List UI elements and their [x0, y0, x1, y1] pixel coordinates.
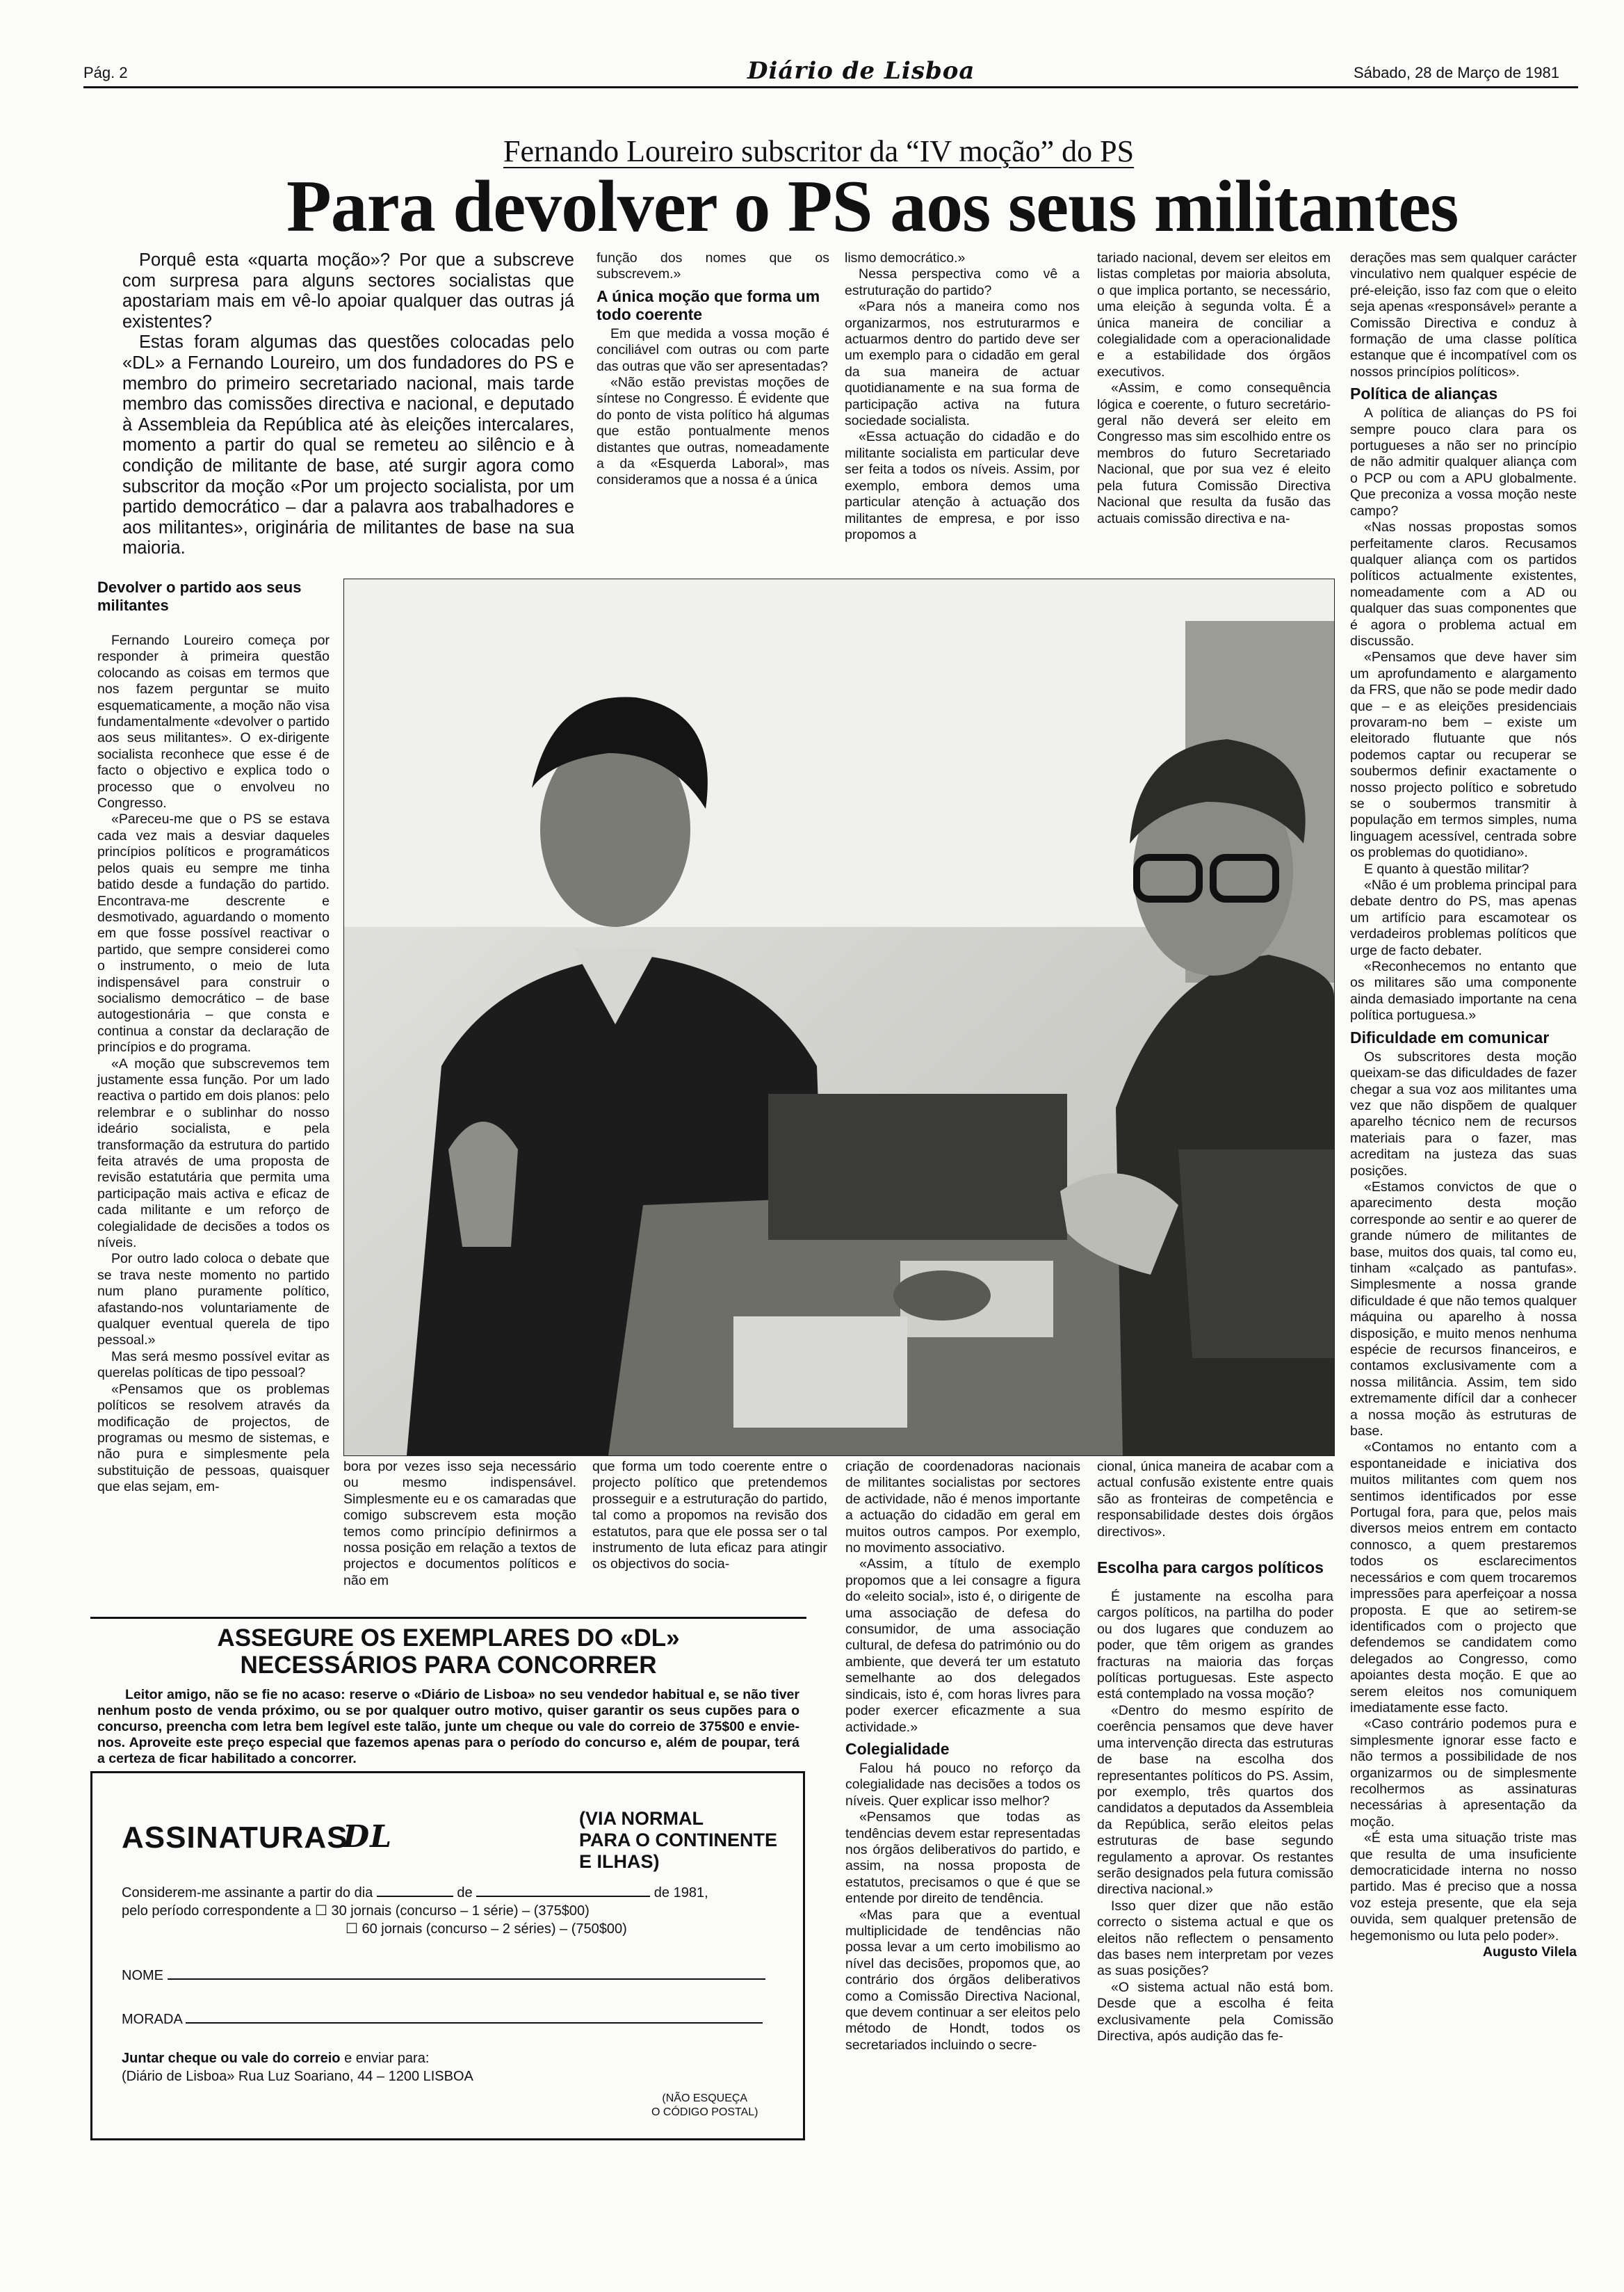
footer-instruction-rest: e enviar para:: [340, 2051, 430, 2066]
issue-date: Sábado, 28 de Março de 1981: [1354, 64, 1560, 81]
header-rule: [83, 86, 1578, 88]
coupon-note-line: PARA O CONTINENTE: [579, 1830, 778, 1850]
column-paragraph: «Assim, e como consequência lógica e coerente, o futuro secretário-geral não deverá ser eleito em Congresso mas sim escolhido entre os membros do futuro Secretariado Nacional, que por sua vez é eleito pela futura Comissão Directiva Nacional que resulta da fusão das actuais comissão directiva e na-: [1097, 380, 1331, 526]
column-paragraph: «Não é um problema principal para debate dentro do PS, mas apenas um artifício para escamotear os verdadeiros problemas políticos que urge de facto debater.: [1350, 878, 1577, 958]
column-paragraph: É justamente na escolha para cargos políticos, na partilha do poder ou dos lugares que conduzem ao poder, que têm origem as grandes fracturas na maioria das forças políticas portuguesas. Este aspecto está contemplado na vossa moção?: [1097, 1589, 1333, 1702]
postal-note-line: (NÃO ESQUEÇA: [662, 2092, 748, 2104]
postal-note: [651, 2092, 758, 2120]
postal-note-line: O CÓDIGO POSTAL): [651, 2106, 758, 2118]
column-paragraph: «O sistema actual não está bom. Desde que a escolha é feita exclusivamente pela Comissão Directiva, após audição das fe-: [1097, 1979, 1333, 2044]
photo-illustration: [344, 579, 1334, 1455]
column-right: [1350, 250, 1577, 1960]
coupon-note-line: E ILHAS): [579, 1851, 660, 1872]
name-line: [122, 1966, 789, 1985]
column-paragraph: Nessa perspectiva como vê a estruturação do partido?: [845, 266, 1080, 298]
column-paragraph: «Pensamos que deve haver sim um aprofundamento e alargamento da FRS, que não se pode medir dado que – e as eleições presidenciais provaram-no bem – existe um eleitorado flutuante que nós podemos captar ou recuperar se soubermos definir exactamente o nosso projecto político e sobretudo se o soubermos transmitir à população em termos simples, numa linguagem acessível, centrada sobre os problemas do quotidiano».: [1350, 649, 1577, 861]
promo-body: Leitor amigo, não se fie no acaso: reserve o «Diário de Lisboa» no seu vendedor habitual e, se não tiver nenhum posto de venda próximo, ou se por qualquer outro motivo, quiser garantir os seus cupões para o concurso, preencha com letra bem legível este talão, junte um cheque ou vale do correio de 375$00 e envie-nos. Aproveite este preço especial que fazemos apenas para o período do concurso e, além de poupar, terá a certeza de ficar habilitado a concorrer.: [97, 1687, 799, 1766]
promo-rule: [90, 1617, 806, 1619]
month-label: de: [457, 1885, 473, 1900]
column-paragraph: «Assim, a título de exemplo propomos que a lei consagre a figura do «eleito social», isto é, o dirigente de uma associação de defesa do consumidor, de uma associação cultural, de defesa do património ou do ambiente, que deverá ter um estatuto semelhante ao dos delegados sindicais, isto é, com horas livres para poder exercer eficazmente a sua actividade.»: [845, 1556, 1080, 1735]
column-paragraph: «Nas nossas propostas somos perfeitamente claros. Recusamos qualquer aliança com os partidos políticos actualmente existentes, nomeadamente com a AD ou qualquer das suas componentes que é agora o problema actual em discussão.: [1350, 519, 1577, 649]
column-under-1: [343, 1459, 576, 1589]
coupon-footer: [122, 2049, 789, 2067]
column-paragraph: «Pensamos que todas as tendências devem estar representadas nos órgãos deliberativos do partido, e assim, na nossa proposta de estatutos, precisamos o que é que se entende por direito de tendência.: [845, 1809, 1080, 1907]
address-line: [122, 2010, 789, 2028]
column-paragraph: tariado nacional, devem ser eleitos em listas completas por maioria absoluta, o que implica portanto, se necessário, uma eleição à segunda volta. É a única maneira de conciliar a colegialidade com a operacionalidade e a estabilidade dos órgãos executivos.: [1097, 250, 1331, 380]
promo-title: ASSEGURE OS EXEMPLARES DO «DL»: [217, 1624, 680, 1652]
footer-instruction: Juntar cheque ou vale do correio: [122, 2051, 341, 2066]
column-paragraph: «Dentro do mesmo espírito de coerência pensamos que deve haver uma intervenção directa das estruturas de base na escolha dos representantes políticos do PS. Assim, por exemplo, três quartos dos candidatos a deputados da Assembleia da República, serão eleitos pelas estruturas de base segundo regulamento a aprovar. Os restantes serão designados pela futura comissão directiva nacional.»: [1097, 1702, 1333, 1898]
subheading: A única moção que forma um todo coerente: [596, 286, 820, 323]
column-paragraph: A política de alianças do PS foi sempre pouco clara para os portugueses a não ser no princípio de não admitir qualquer aliança com o PCP ou com a APU globalmente. Que preconiza a vossa moção neste campo?: [1350, 405, 1577, 519]
column-paragraph: Falou há pouco no reforço da colegialidade nas decisões a todos os níveis. Quer explicar isso melhor?: [845, 1760, 1080, 1809]
article-kicker: Fernando Loureiro subscritor da “IV moção” do PS: [503, 134, 1135, 168]
column-paragraph: «É esta uma situação triste mas que resulta de uma insuficiente democraticidade interna no nosso partido. Mas é preciso que a nossa voz esteja presente, que ela seja ouvida, sem qualquer pretensão de hegemonismo ou luta pelo poder».: [1350, 1830, 1577, 1944]
name-label: NOME: [122, 1968, 163, 1983]
address-field[interactable]: [186, 2010, 763, 2024]
column-d-top: [1097, 250, 1331, 527]
day-field[interactable]: [377, 1883, 453, 1897]
subheading: Dificuldade em comunicar: [1350, 1028, 1550, 1047]
column-under-4: [1097, 1459, 1333, 2044]
article-headline: Para devolver o PS aos seus militantes: [286, 166, 1459, 247]
promo-title: NECESSÁRIOS PARA CONCORRER: [240, 1652, 657, 1679]
column-paragraph: que forma um todo coerente entre o projecto político que pretendemos prosseguir e a estruturação do partido, tal como a propomos na revisão dos estatutos, para que ele possa ser o tal instrumento de luta eficaz para atingir os objectivos do socia-: [592, 1459, 827, 1572]
column-paragraph: bora por vezes isso seja necessário ou mesmo indispensável. Simplesmente eu e os camaradas que comigo subscrevem esta moção temos como princípio definirmos a nossa posição em relação a textos de projectos e documentos políticos e não em: [343, 1459, 576, 1588]
subheading: Política de alianças: [1350, 385, 1498, 403]
column-paragraph: Mas será mesmo possível evitar as querelas políticas de tipo pessoal?: [97, 1348, 330, 1381]
subheading: Devolver o partido aos seus militantes: [97, 579, 302, 614]
subheading: Escolha para cargos políticos: [1097, 1558, 1324, 1577]
column-paragraph: Isso quer dizer que não estão correcto o sistema actual e que os eleitos não reflectem o pensamento das bases nem interpretam por vezes as suas posições?: [1097, 1898, 1333, 1979]
lead-text: [122, 250, 574, 559]
option-30-line[interactable]: pelo período correspondente a ☐ 30 jornais (concurso – 1 série) – (375$00): [122, 1903, 590, 1919]
column-paragraph: «A moção que subscrevemos tem justamente essa função. Por um lado reactiva o partido em dois planos: pelo relembrar e o sublinhar do nosso ideário socialista, e pela transformação da estrutura do partido feita através de uma proposta de revisão estatutária que permita uma participação mais activa e eficaz de cada militante e um reforço de colegialidade de decisões a todos os níveis.: [97, 1056, 330, 1251]
coupon-title: ASSINATURAS: [122, 1821, 348, 1855]
column-under-2: [592, 1459, 827, 1573]
column-paragraph: Os subscritores desta moção queixam-se das dificuldades de fazer chegar a sua voz aos militantes uma vez que não dispõem de qualquer aparelho técnico nem de recursos materiais para o fazer, mas acreditam na justeza das suas posições.: [1350, 1049, 1577, 1179]
column-paragraph: derações mas sem qualquer carácter vinculativo nem qualquer espécie de pré-eleição, isso faz com que o eleito seja apenas «responsável» perante a Comissão Directiva e conduz à formação de uma classe política estanque que é incompatível com os nossos princípios políticos».: [1350, 250, 1577, 380]
month-field[interactable]: [476, 1883, 650, 1897]
column-paragraph: «Contamos no entanto com a espontaneidade e iniciativa dos muitos militantes com quem nos sentimos identificados por esse Portugal fora, para que, pelos mais diversos meios entrem em contacto connosco, a quem prestaremos todos os esclarecimentos necessários e com quem trocaremos impressões para aperfeiçoar a nossa proposta. E que ao setirem-se identificados com o projecto que defendemos se candidatem como delegados ao Congresso, como apoiantes desta moção. E que ao serem eleitos nos comuniquem imediatamente esse facto.: [1350, 1439, 1577, 1716]
byline: Augusto Vilela: [1482, 1944, 1577, 1960]
footer-address: (Diário de Lisboa» Rua Luz Soariano, 44 – 1200 LISBOA: [122, 2069, 473, 2084]
column-paragraph: lismo democrático.»: [845, 250, 966, 266]
column-b-top: [596, 250, 829, 489]
column-c-top: [845, 250, 1080, 543]
column-paragraph: «Para nós a maneira como nos organizarmos, nos estruturarmos e actuarmos dentro do partido deve ser um exemplo para o cidadão em geral da sua maneira de actuar quotidianamente e na sua forma de participação activa na futura sociedade socialista.: [845, 299, 1080, 429]
interview-photo: [343, 579, 1335, 1456]
column-paragraph: «Caso contrário podemos pura e simplesmente ignorar esse facto e não termos a possibilidade de nos organizarmos ou de simplesmente recolhermos as assinaturas necessárias à apresentação da moção.: [1350, 1716, 1577, 1830]
column-paragraph: criação de coordenadoras nacionais de militantes socialistas por sectores de actividade, não é menos importante a actuação do cidadão em geral em muitos outros campos. Por exemplo, no movimento associativo.: [845, 1459, 1080, 1556]
column-paragraph: «Pensamos que os problemas políticos se resolvem através da modificação de projectos, de programas ou mesmo de sistemas, e não pura e simplesmente pela substituição de pessoas, quaisquer que elas sejam, em-: [97, 1381, 330, 1495]
page-number: Pág. 2: [83, 64, 128, 81]
column-left: [97, 574, 330, 1496]
name-field[interactable]: [168, 1966, 765, 1980]
column-paragraph: cional, única maneira de acabar com a actual confusão existente entre quais são as fronteiras de competência e responsabilidade destes dois órgãos directivos».: [1097, 1459, 1333, 1540]
coupon-note: [579, 1808, 777, 1873]
column-paragraph: função dos nomes que os subscrevem.»: [596, 250, 829, 282]
start-date-label: Considerem-me assinante a partir do dia: [122, 1885, 373, 1900]
option-60-line[interactable]: ☐ 60 jornais (concurso – 2 séries) – (750$00): [346, 1921, 627, 1937]
lead-paragraph: Porquê esta «quarta moção»? Por que a subscreve com surpresa para alguns sectores socialistas que apostariam mais em vê-lo apoiar qualquer das outras já existentes?: [122, 250, 574, 332]
column-paragraph: «Pareceu-me que o PS se estava cada vez mais a desviar daqueles princípios políticos e programáticos pelos quais eu sempre me tinha batido desde a fundação do partido. Encontrava-me descrente e desmotivado, aguardando o momento em que fosse possível reactivar o partido, que sempre considerei como o instrumento, o meio de luta indispensável para construir o socialismo democrático – de base autogestionária – que consta e continua a constar da declaração de princípios e do programa.: [97, 812, 330, 1056]
column-paragraph: Por outro lado coloca o debate que se trava neste momento no partido num plano puramente político, afastando-nos voluntariamente de qualquer eventual querela de tipo pessoal.»: [97, 1251, 330, 1348]
column-paragraph: E quanto à questão militar?: [1364, 861, 1529, 877]
year-label: de 1981,: [653, 1885, 708, 1900]
lead-paragraph: Estas foram algumas das questões colocadas pelo «DL» a Fernando Loureiro, um dos fundadores do PS e membro do primeiro secretariado nacional, mais tarde membro das comissões directiva e nacional, e deputado à Assembleia da República até às eleições intercalares, momento a partir do qual se remeteu ao silêncio e à condição de militante de base, até surgir agora como subscritor da moção «Por um projecto socialista, por um partido democrático – dar a palavra aos trabalhadores e aos militantes», originária de militantes de base na sua maioria.: [122, 332, 574, 558]
subheading: Colegialidade: [845, 1739, 950, 1758]
column-paragraph: «Mas para que a eventual multiplicidade de tendências não possa levar a um certo imobilismo ao nível das decisões, propomos que, ao contrário dos órgãos deliberativos como a Comissão Directiva Nacional, que devem continuar a ser eleitos pelo método de Hondt, todos os secretariados incluindo o secre-: [845, 1907, 1080, 2053]
coupon-form: [122, 1883, 789, 2085]
column-paragraph: «Estamos convictos de que o aparecimento desta moção corresponde ao sentir e ao querer de grande número de militantes de base, muitos dos quais, tal como eu, tinham «calçado as pantufas». Simplesmente a nossa grande dificuldade é que não temos qualquer máquina ou aparelho à nossa disposição, e muito menos nenhuma espécie de recursos financeiros, e contamos exclusivamente com a nossa militância. Assim, tem sido extremamente difícil dar a conhecer a nossa moção às estruturas de base.: [1350, 1179, 1577, 1439]
coupon-note-line: (VIA NORMAL: [579, 1808, 704, 1829]
column-paragraph: «Não estão previstas moções de síntese no Congresso. É evidente que do ponto de vista político há algumas que estão pontualmente menos distantes que outras, nomeadamente a da «Esquerda Laboral», mas consideramos que a nossa é a única: [596, 375, 829, 488]
column-paragraph: Fernando Loureiro começa por responder à primeira questão colocando as coisas em termos que nos fazem perguntar se muito esquematicamente, a moção não visa fundamentalmente «devolver o partido aos seus militantes». O ex-dirigente socialista reconhece que esse é de facto o objectivo e explica todo o processo que o envolveu no Congresso.: [97, 633, 330, 812]
promo-block: [97, 1624, 799, 1767]
column-paragraph: Em que medida a vossa moção é conciliável com outras ou com parte das outras que vão ser apresentadas?: [596, 325, 829, 374]
start-date-line: [122, 1883, 789, 1902]
column-paragraph: «Reconhecemos no entanto que os militares são uma componente ainda demasiado importante na cena política portuguesa.»: [1350, 959, 1577, 1024]
column-under-3: [845, 1459, 1080, 2053]
column-paragraph: «Essa actuação do cidadão e do militante socialista em particular deve ser feita a todos os níveis. Assim, por exemplo, embora demos uma particular atenção à actuação dos militantes de empresa, e por isso propomos a: [845, 429, 1080, 542]
address-label: MORADA: [122, 2012, 182, 2027]
subscription-coupon: [90, 1771, 805, 2140]
masthead: Diário de Lisboa: [747, 57, 975, 85]
dl-logo: DL: [343, 1819, 393, 1855]
